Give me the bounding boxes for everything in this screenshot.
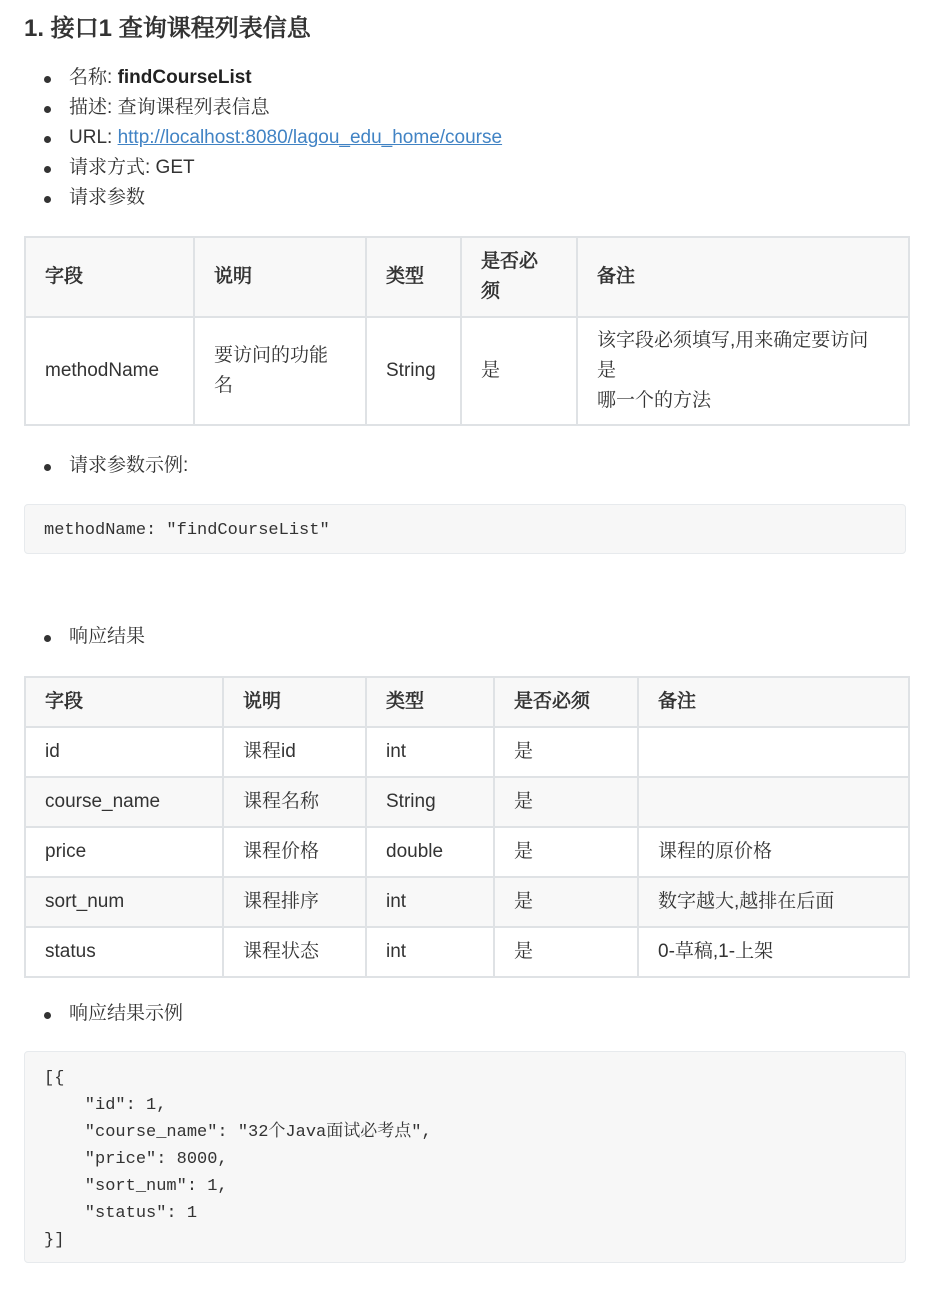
column-header: 是否必 须 xyxy=(461,237,577,317)
column-header: 类型 xyxy=(366,677,494,727)
table-row xyxy=(25,877,909,927)
list-item-url xyxy=(24,123,502,153)
table-cell: 是 xyxy=(461,317,577,425)
table-cell: String xyxy=(366,777,494,827)
table-row xyxy=(25,927,909,977)
table-row xyxy=(25,727,909,777)
list-item-response: 响应结果 xyxy=(24,622,145,652)
code-line: "course_name": "32个Java面试必考点", xyxy=(44,1123,432,1142)
table-cell: int xyxy=(366,727,494,777)
response-list xyxy=(24,622,145,652)
table-cell: 要访问的功能 名 xyxy=(194,317,366,425)
list-item-request-example: 请求参数示例: xyxy=(24,451,188,481)
code-line: "id": 1, xyxy=(44,1096,167,1115)
table-cell: int xyxy=(366,877,494,927)
code-line: }] xyxy=(44,1231,65,1250)
api-url-link[interactable]: http://localhost:8080/lagou_edu_home/course xyxy=(117,127,503,148)
table-cell: 课程价格 xyxy=(223,827,366,877)
column-header: 字段 xyxy=(25,677,223,727)
request-params-label: 请求参数 xyxy=(69,187,146,208)
list-item-response-example: 响应结果示例 xyxy=(24,999,183,1029)
column-header: 类型 xyxy=(366,237,461,317)
request-example-list xyxy=(24,451,188,481)
column-header: 备注 xyxy=(638,677,909,727)
table-header-row xyxy=(25,677,909,727)
code-line: "status": 1 xyxy=(44,1204,198,1223)
table-cell: 课程名称 xyxy=(223,777,366,827)
response-example-list xyxy=(24,999,183,1029)
column-header: 是否必须 xyxy=(494,677,638,727)
section-heading: 1. 接口1 查询课程列表信息 xyxy=(24,15,311,42)
table-cell: double xyxy=(366,827,494,877)
request-method: 请求方式: GET xyxy=(69,157,195,178)
column-header: 说明 xyxy=(194,237,366,317)
table-cell: 课程id xyxy=(223,727,366,777)
api-name: findCourseList xyxy=(117,67,252,88)
list-item-method xyxy=(24,153,502,183)
table-cell: 是 xyxy=(494,927,638,977)
response-fields-table xyxy=(24,676,910,978)
table-cell: 数字越大,越排在后面 xyxy=(638,877,909,927)
table-cell: 是 xyxy=(494,777,638,827)
name-label: 名称: xyxy=(69,67,118,88)
table-cell: id xyxy=(25,727,223,777)
table-cell: course_name xyxy=(25,777,223,827)
column-header: 字段 xyxy=(25,237,194,317)
list-item-name xyxy=(24,63,502,93)
table-row xyxy=(25,317,909,425)
code-line: methodName: "findCourseList" xyxy=(44,521,330,540)
table-cell: 是 xyxy=(494,727,638,777)
response-example-code-block xyxy=(24,1051,906,1263)
api-info-list xyxy=(24,63,502,213)
table-row xyxy=(25,827,909,877)
table-cell: sort_num xyxy=(25,877,223,927)
table-cell: 是 xyxy=(494,877,638,927)
request-example-code-block xyxy=(24,504,906,554)
table-cell xyxy=(638,777,909,827)
code-line: "sort_num": 1, xyxy=(44,1177,228,1196)
code-line: [{ xyxy=(44,1069,65,1088)
table-row xyxy=(25,777,909,827)
url-label: URL: xyxy=(69,127,118,148)
table-cell: methodName xyxy=(25,317,194,425)
column-header: 说明 xyxy=(223,677,366,727)
description-value: 查询课程列表信息 xyxy=(117,97,270,118)
code-line: "price": 8000, xyxy=(44,1150,228,1169)
table-cell: int xyxy=(366,927,494,977)
table-cell: price xyxy=(25,827,223,877)
request-params-table xyxy=(24,236,910,426)
table-cell: 课程排序 xyxy=(223,877,366,927)
table-cell xyxy=(638,727,909,777)
description-label: 描述: xyxy=(69,97,118,118)
list-item-params xyxy=(24,183,502,213)
column-header: 备注 xyxy=(577,237,909,317)
table-cell: 0-草稿,1-上架 xyxy=(638,927,909,977)
table-cell: 该字段必须填写,用来确定要访问 是 哪一个的方法 xyxy=(577,317,909,425)
table-header-row xyxy=(25,237,909,317)
table-cell: 课程状态 xyxy=(223,927,366,977)
table-cell: 是 xyxy=(494,827,638,877)
table-cell: 课程的原价格 xyxy=(638,827,909,877)
table-cell: status xyxy=(25,927,223,977)
table-cell: String xyxy=(366,317,461,425)
list-item-description xyxy=(24,93,502,123)
